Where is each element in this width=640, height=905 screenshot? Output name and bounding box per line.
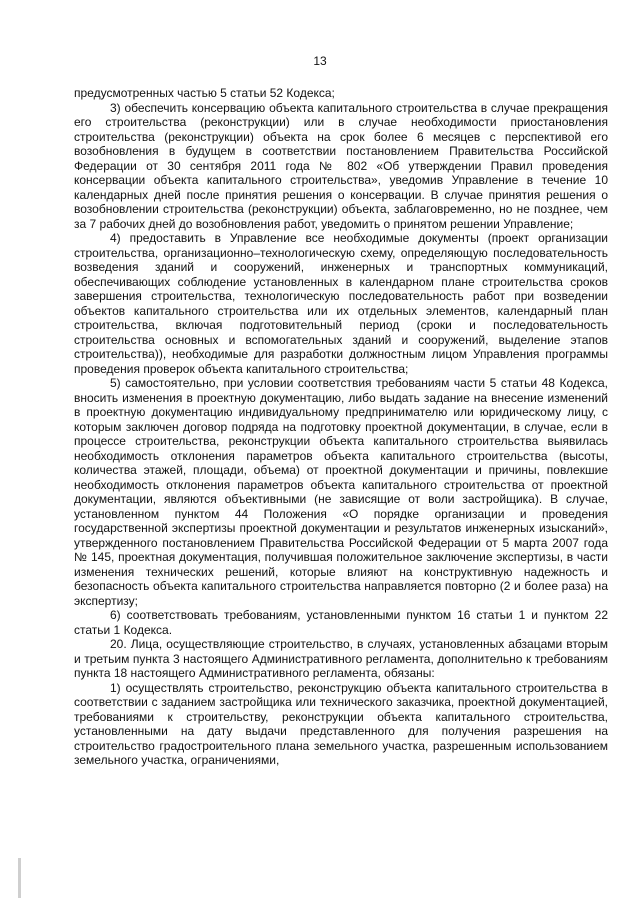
paragraph-item-4: 4) предоставить в Управление все необходимые документы (проект организации строительства, организационно–технологическую схему, определяющую последовательность возведения зданий и сооружений, инженерных и транспортных коммуникаций, обеспечивающих соблюдение установленных в календарном плане строительства сроков завершения строительства, технологическую последовательность работ при возведении объектов капитального строительства или их отдельных элементов, календарный план строительства, включая подготовительный период (сроки и последовательность строительства основных и вспомогательных зданий и сооружений, выделение этапов строительства)), необходимые для разработки должностным лицом Управления программы проведения проверок объекта капитального строительства;: [74, 231, 608, 376]
paragraph-item-6: 6) соответствовать требованиям, установленными пунктом 16 статьи 1 и пунктом 22 статьи 1 Кодекса.: [74, 608, 608, 637]
paragraph-clause-20: 20. Лица, осуществляющие строительство, в случаях, установленных абзацами вторым и третьим пункта 3 настоящего Административного регламента, дополнительно к требованиям пункта 18 настоящего Административного регламента, обязаны:: [74, 637, 608, 680]
paragraph-continuation: предусмотренных частью 5 статьи 52 Кодекса;: [74, 86, 335, 100]
scan-edge-mark: [18, 858, 21, 898]
paragraph-item-3: 3) обеспечить консервацию объекта капитального строительства в случае прекращения его строительства (реконструкции) или в случае необходимости приостановления строительства (реконструкции) объекта на срок более 6 месяцев с перспективой его возобновления в будущем в соответствии постановлением Правительства Российской Федерации от 30 сентября 2011 года № 802 «Об утверждении Правил проведения консервации объекта капитального строительства», уведомив Управление в течение 10 календарных дней после принятия решения о консервации. В случае принятия решения о возобновлении строительства (реконструкции) объекта, заблаговременно, но не позднее, чем за 7 рабочих дней до возобновления работ, уведомить о принятом решении Управление;: [74, 100, 608, 231]
document-body: [74, 86, 608, 768]
paragraph-clause-20-item-1: 1) осуществлять строительство, реконструкцию объекта капитального строительства в соответствии с заданием застройщика или технического заказчика, проектной документацией, требованиями к строительству, реконструкции объекта капитального строительства, установленными на дату выдачи представленного для получения разрешения на строительство градостроительного плана земельного участка, разрешенным использованием земельного участка, ограничениями,: [74, 680, 608, 767]
page-number: 13: [313, 54, 327, 68]
paragraph-item-5: 5) самостоятельно, при условии соответствия требованиям части 5 статьи 48 Кодекса, вносить изменения в проектную документацию, либо выдать задание на внесение изменений в проектную документацию индивидуальному предпринимателю или юридическому лицу, с которым заключен договор подряда на подготовку проектной документации, в случае, если в процессе строительства, реконструкции объекта капитального строительства выявилась необходимость отклонения параметров объекта капитального строительства (высоты, количества этажей, площади, объема) от проектной документации и причины, повлекшие необходимость отклонения параметров объекта капитального строительства от проектной документации, являются объективными (не зависящие от воли застройщика). В случае, установленном пунктом 44 Положения «О порядке организации и проведения государственной экспертизы проектной документации и результатов инженерных изысканий», утвержденного постановлением Правительства Российской Федерации от 5 марта 2007 года № 145, проектная документация, получившая положительное заключение экспертизы, в части изменения технических решений, которые влияют на конструктивную надежность и безопасность объекта капитального строительства направляется повторно (2 и более раза) на экспертизу;: [74, 376, 608, 608]
